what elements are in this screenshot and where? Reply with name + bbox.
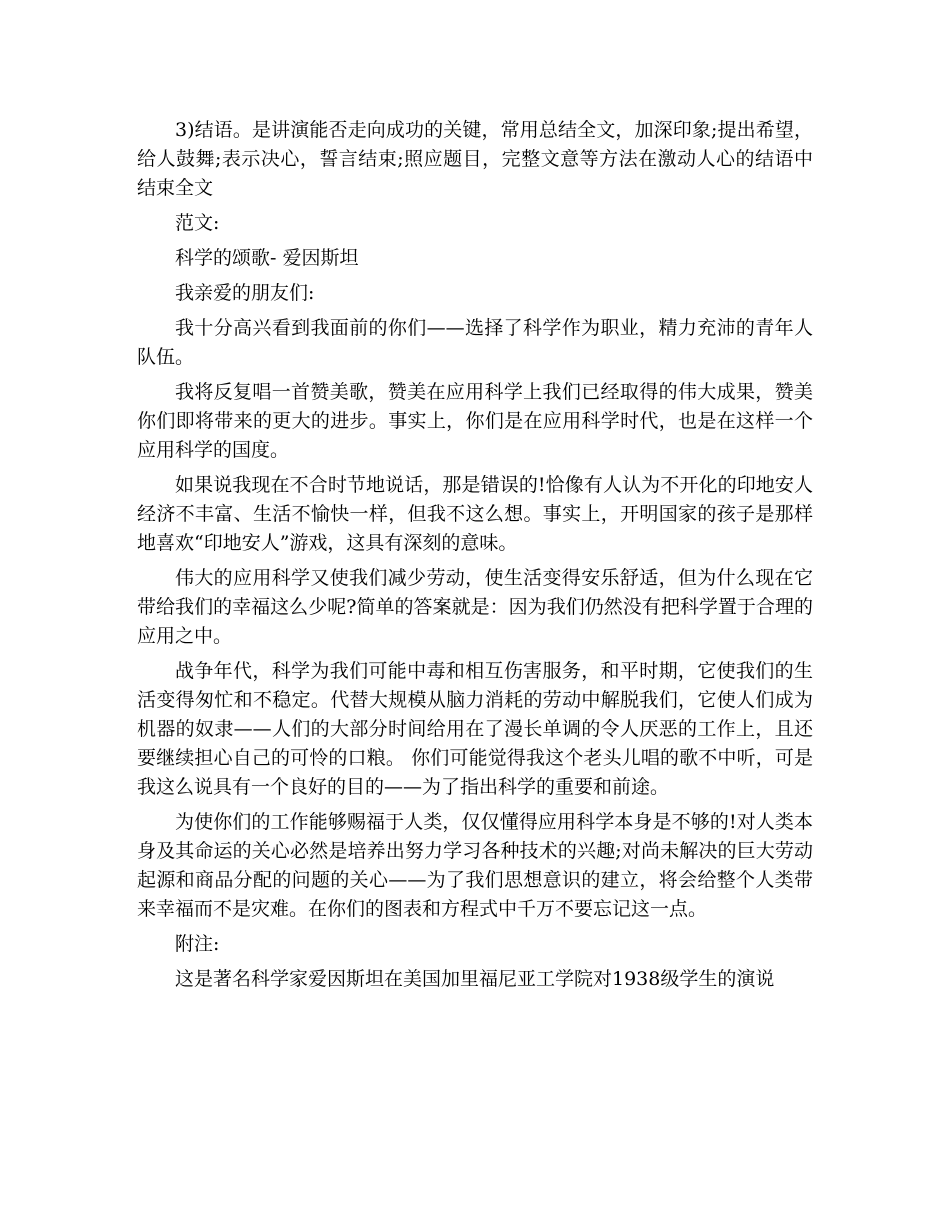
paragraph-body-5: 战争年代，科学为我们可能中毒和相互伤害服务，和平时期，它使我们的生活变得匆忙和不稳定。代替大规模从脑力消耗的劳动中解脱我们，它使人们成为机器的奴隶——人们的大部分时间给用在了漫长单调的令人厌恶的工作上，且还要继续担心自己的可怜的口粮。 你们可能觉得我这个老头儿唱的歌不中听，可是我这么说具有一个良好的目的——为了指出科学的重要和前途。 bbox=[137, 660, 813, 798]
paragraph-sample-heading: 范文: bbox=[175, 212, 220, 234]
paragraph-body-1: 我十分高兴看到我面前的你们——选择了科学作为职业，精力充沛的青年人队伍。 bbox=[137, 317, 813, 368]
paragraph-note-heading: 附注: bbox=[175, 933, 220, 955]
paragraph-conclusion-tip: 3)结语。是讲演能否走向成功的关键，常用总结全文，加深印象;提出希望，给人鼓舞;表示决心，誓言结束;照应题目，完整文意等方法在激动人心的结语中结束全文 bbox=[137, 119, 813, 199]
paragraph-salutation: 我亲爱的朋友们: bbox=[175, 282, 315, 304]
document-body bbox=[137, 116, 813, 1000]
paragraph-speech-title: 科学的颂歌- 爱因斯坦 bbox=[175, 247, 359, 269]
paragraph-body-6: 为使你们的工作能够赐福于人类，仅仅懂得应用科学本身是不够的!对人类本身及其命运的关心必然是培养出努力学习各种技术的兴趣;对尚未解决的巨大劳动起源和商品分配的问题的关心——为了我们思想意识的建立，将会给整个人类带来幸福而不是灾难。在你们的图表和方程式中千万不要忘记这一点。 bbox=[137, 811, 813, 920]
paragraph-note-text: 这是著名科学家爱因斯坦在美国加里福尼亚工学院对1938级学生的演说 bbox=[175, 968, 775, 990]
paragraph-body-2: 我将反复唱一首赞美歌，赞美在应用科学上我们已经取得的伟大成果，赞美你们即将带来的更大的进步。事实上，你们是在应用科学时代，也是在这样一个应用科学的国度。 bbox=[137, 381, 813, 461]
paragraph-body-4: 伟大的应用科学又使我们减少劳动，使生活变得安乐舒适，但为什么现在它带给我们的幸福这么少呢?简单的答案就是：因为我们仍然没有把科学置于合理的应用之中。 bbox=[137, 567, 813, 647]
paragraph-body-3: 如果说我现在不合时节地说话，那是错误的!恰像有人认为不开化的印地安人经济不丰富、生活不愉快一样，但我不这么想。事实上，开明国家的孩子是那样地喜欢“印地安人”游戏，这具有深刻的意味。 bbox=[137, 474, 813, 554]
